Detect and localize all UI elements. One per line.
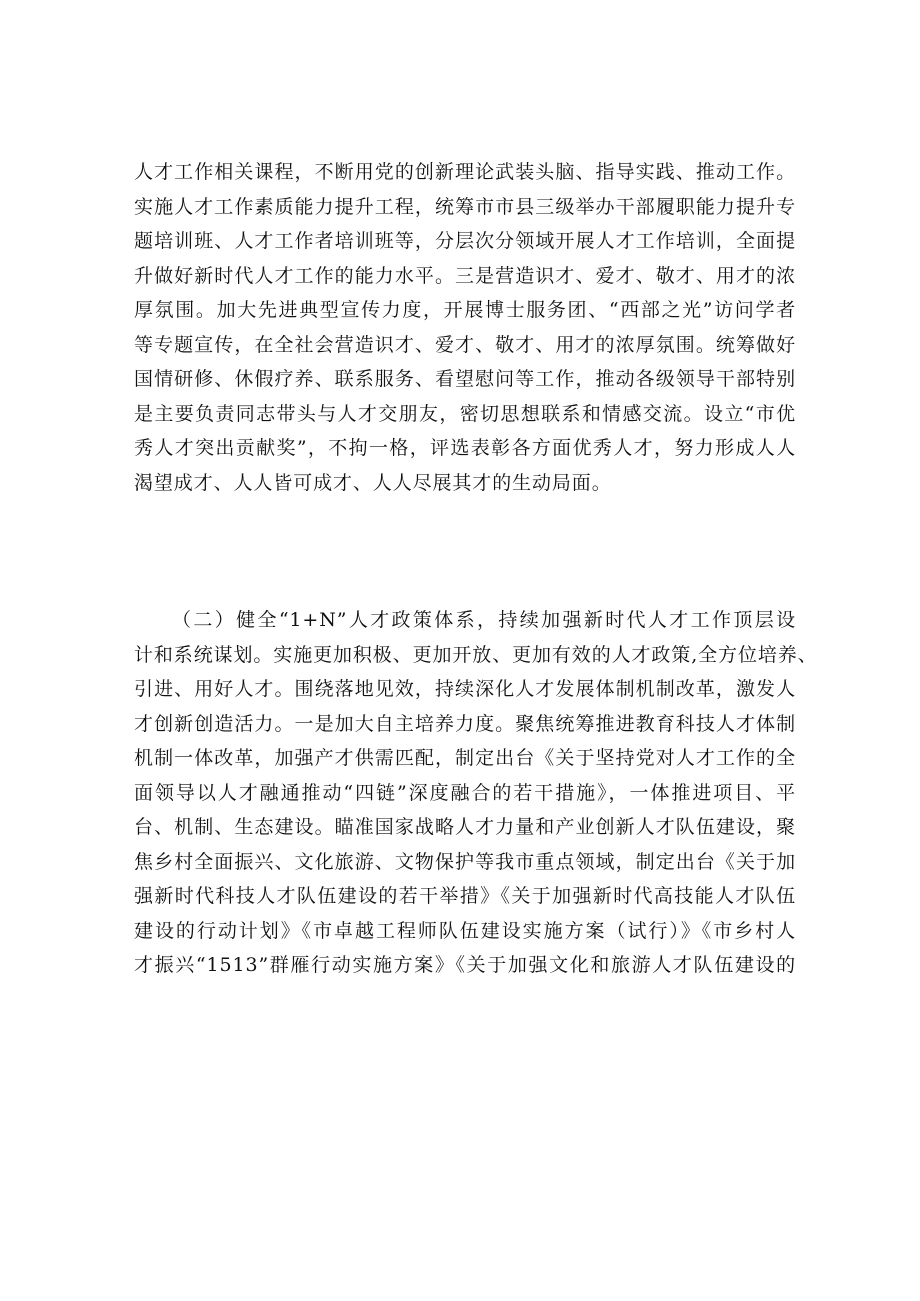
text-line: 强新时代科技人才队伍建设的若干举措》《关于加强新时代高技能人才队伍 <box>134 885 796 907</box>
text-line: 等专题宣传，在全社会营造识才、爱才、敬才、用才的浓厚氛围。统筹做好 <box>134 333 796 356</box>
text-line: 厚氛围。加大先进典型宣传力度，开展博士服务团、“西部之光”访问学者 <box>134 299 796 321</box>
text-line: 计和系统谋划。实施更加积极、更加开放、更加有效的人才政策,全方位培养、 <box>134 643 818 666</box>
text-line: 机制一体改革，加强产才供需匹配，制定出台《关于坚持党对人才工作的全 <box>134 747 796 769</box>
text-line: 秀人才突出贡献奖”，不拘一格，评选表彰各方面优秀人才，努力形成人人 <box>134 437 796 459</box>
text-line: 实施人才工作素质能力提升工程，统筹市市县三级举办干部履职能力提升专 <box>134 195 796 218</box>
text-line: （二）健全“1+N”人才政策体系，持续加强新时代人才工作顶层设 <box>172 609 796 631</box>
text-line: 升做好新时代人才工作的能力水平。三是营造识才、爱才、敬才、用才的浓 <box>134 264 796 287</box>
text-line: 建设的行动计划》《市卓越工程师队伍建设实施方案（试行）》《市乡村人 <box>134 919 796 942</box>
text-line: 焦乡村全面振兴、文化旅游、文物保护等我市重点领域，制定出台《关于加 <box>134 850 796 873</box>
text-line: 台、机制、生态建设。瞄准国家战略人才力量和产业创新人才队伍建设，聚 <box>134 816 796 838</box>
text-line: 才振兴“1513”群雁行动实施方案》《关于加强文化和旅游人才队伍建设的 <box>134 954 796 976</box>
text-line: 渴望成才、人人皆可成才、人人尽展其才的生动局面。 <box>134 471 612 494</box>
text-line: 国情研修、休假疗养、联系服务、看望慰问等工作，推动各级领导干部特别 <box>134 368 796 390</box>
text-line: 引进、用好人才。围绕落地见效，持续深化人才发展体制机制改革，激发人 <box>134 678 796 700</box>
text-line: 面领导以人才融通推动“四链”深度融合的若干措施》，一体推进项目、平 <box>134 781 796 804</box>
paragraph-1 <box>134 155 796 500</box>
text-line: 是主要负责同志带头与人才交朋友，密切思想联系和情感交流。设立“市优 <box>134 402 796 425</box>
text-line: 才创新创造活力。一是加大自主培养力度。聚焦统筹推进教育科技人才体制 <box>134 712 796 735</box>
paragraph-2 <box>134 603 818 983</box>
text-line: 题培训班、人才工作者培训班等，分层次分领域开展人才工作培训，全面提 <box>134 230 796 252</box>
text-line: 人才工作相关课程，不断用党的创新理论武装头脑、指导实践、推动工作。 <box>134 161 796 183</box>
